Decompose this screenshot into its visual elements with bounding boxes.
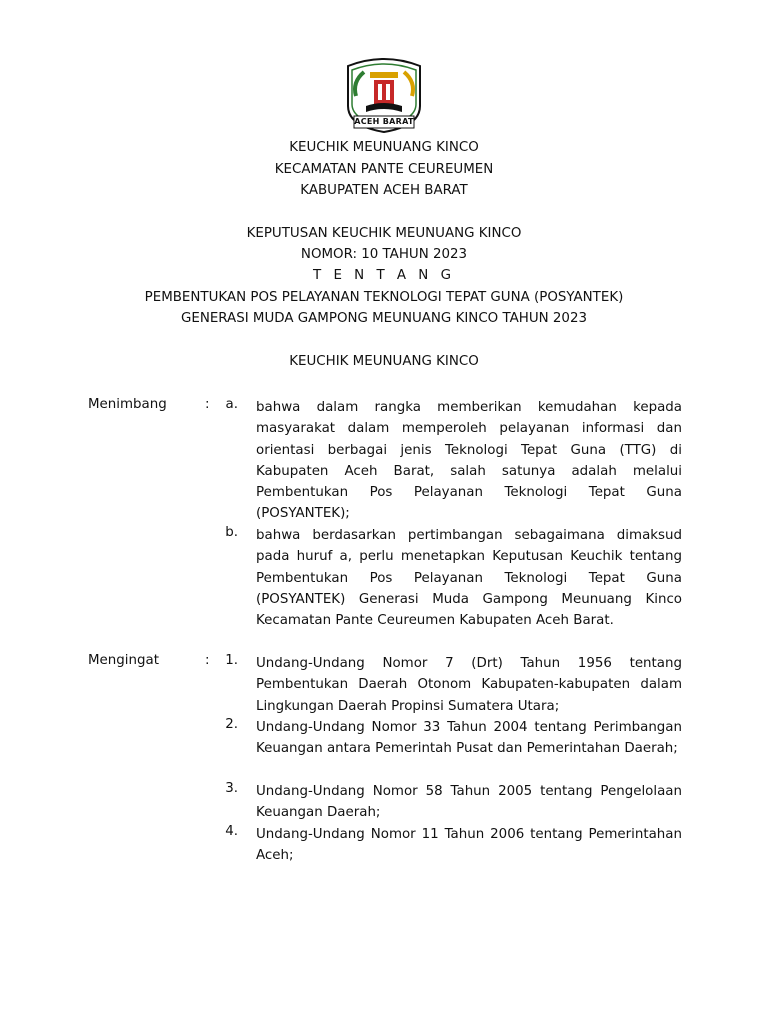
item-marker: 4. (225, 824, 238, 839)
mengingat-section (88, 653, 688, 873)
decision-number: NOMOR: 10 TAHUN 2023 (300, 247, 468, 262)
menimbang-label: Menimbang (88, 397, 167, 412)
aceh-barat-logo (342, 56, 426, 134)
item-text: Undang-Undang Nomor 7 (Drt) Tahun 1956 tentang Pembentukan Daerah Otonom Kabupaten-kabupaten dalam Lingkungan Daerah Propinsi Sumatera Utara; (256, 656, 682, 714)
header-line-2: KECAMATAN PANTE CEUREUMEN (274, 162, 494, 177)
item-text: Undang-Undang Nomor 11 Tahun 2006 tentang Pemerintahan Aceh; (256, 827, 682, 864)
header-line-3: KABUPATEN ACEH BARAT (300, 183, 468, 198)
item-text: Undang-Undang Nomor 33 Tahun 2004 tentang Perimbangan Keuangan antara Pemerintah Pusat dan Pemerintahan Daerah; (256, 720, 682, 757)
menimbang-colon: : (205, 397, 210, 412)
item-text: Undang-Undang Nomor 58 Tahun 2005 tentang Pengelolaan Keuangan Daerah; (256, 784, 682, 821)
subject-line-2: GENERASI MUDA GAMPONG MEUNUANG KINCO TAHUN 2023 (180, 311, 587, 326)
logo-label: ACEH BARAT (354, 117, 414, 126)
item-marker: a. (225, 397, 238, 412)
tentang-heading: T E N T A N G (313, 268, 455, 283)
mengingat-label: Mengingat (88, 653, 159, 668)
item-text: bahwa dalam rangka memberikan kemudahan kepada masyarakat dalam memperoleh pelayanan informasi dan orientasi berbagai jenis Teknologi Tepat Guna (TTG) di Kabupaten Aceh Barat, salah satunya adalah melalui Pembentukan Pos Pelayanan Teknologi Tepat Guna (POSYANTEK); (256, 400, 682, 522)
item-text: bahwa berdasarkan pertimbangan sebagaimana dimaksud pada huruf a, perlu menetapkan Keputusan Keuchik tentang Pembentukan Pos Pelayanan Teknologi Tepat Guna (POSYANTEK) Generasi Muda Gampong Meunuang Kinco Kecamatan Pante Ceureumen Kabupaten Aceh Barat. (256, 528, 682, 629)
mengingat-colon: : (205, 653, 210, 668)
item-marker: 1. (225, 653, 238, 668)
item-marker: 3. (225, 781, 238, 796)
item-marker: b. (225, 525, 238, 540)
authority-heading: KEUCHIK MEUNUANG KINCO (289, 354, 479, 369)
item-marker: 2. (225, 717, 238, 732)
decision-title: KEPUTUSAN KEUCHIK MEUNUANG KINCO (246, 226, 522, 241)
subject-line-1: PEMBENTUKAN POS PELAYANAN TEKNOLOGI TEPAT GUNA (POSYANTEK) (144, 290, 624, 305)
header-line-1: KEUCHIK MEUNUANG KINCO (289, 140, 479, 155)
menimbang-section (88, 397, 688, 649)
